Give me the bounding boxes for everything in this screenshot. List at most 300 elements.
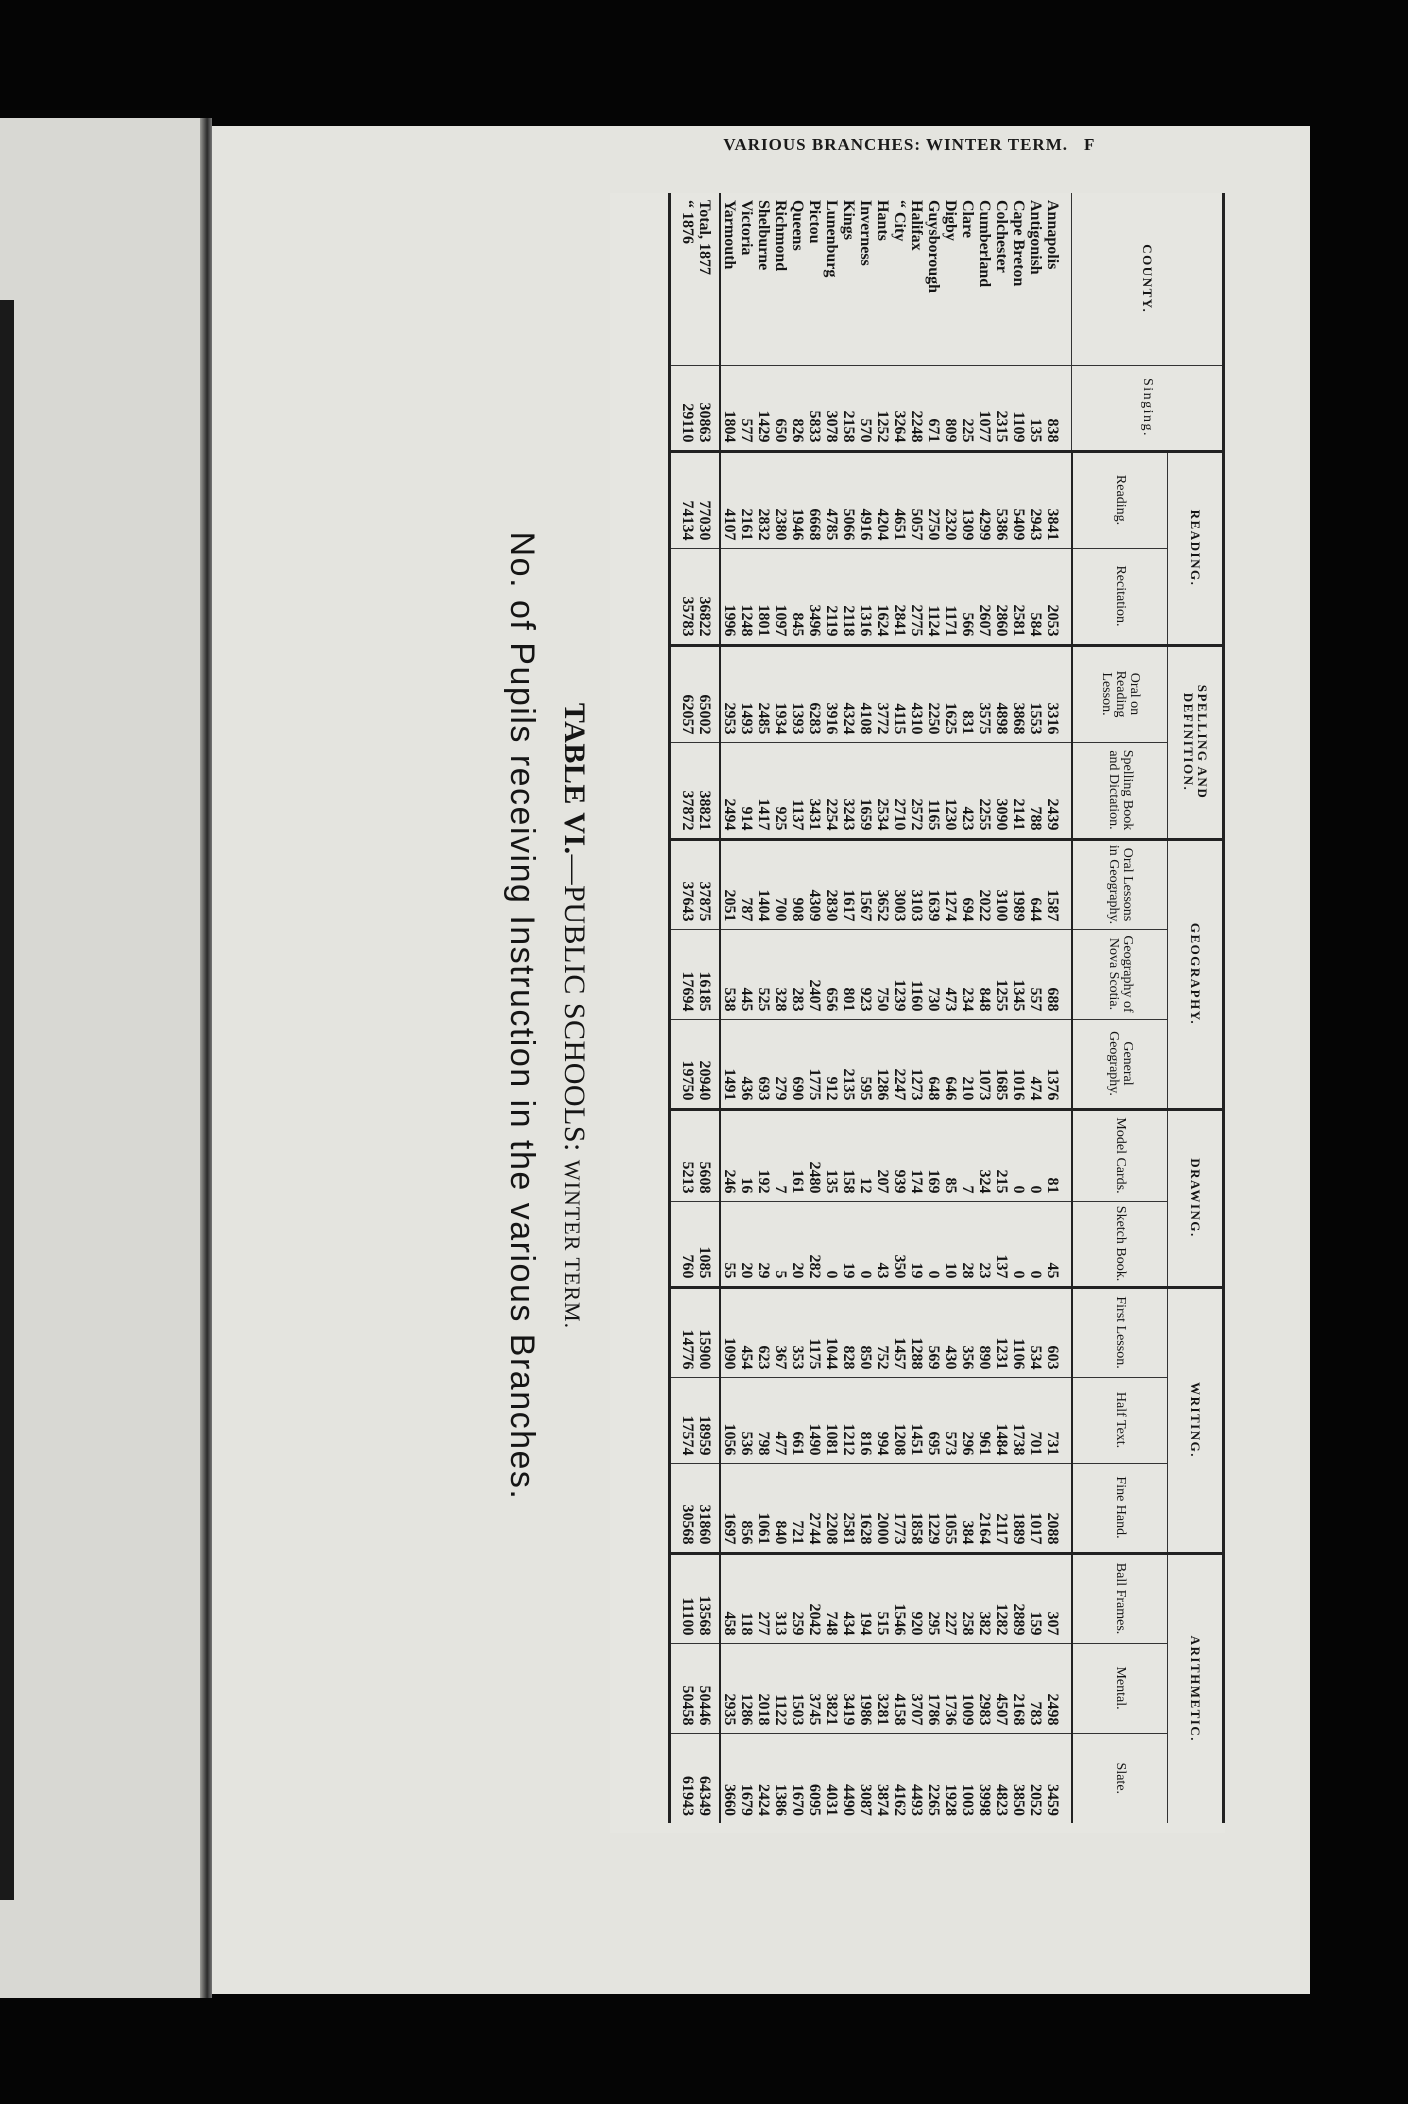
table-cell: 1255	[993, 929, 1010, 1019]
table-cell: 1989	[1010, 839, 1027, 929]
table-cell: 1160	[908, 929, 925, 1019]
table-cell: 14776	[670, 1287, 697, 1377]
table-cell: 1625	[942, 645, 959, 742]
table-row	[1010, 193, 1027, 1823]
table-cell: 1553	[1027, 645, 1044, 742]
table-cell: 914	[738, 742, 755, 839]
table-cell: 2581	[840, 1463, 857, 1553]
table-cell: 695	[925, 1377, 942, 1463]
table-cell: 207	[874, 1109, 891, 1201]
row-label: “ City	[891, 200, 908, 242]
row-label: Pictou	[806, 200, 823, 244]
table-cell: 15900	[696, 1287, 720, 1377]
spelling-book-col-header: Spelling Book and Dictation.	[1072, 742, 1168, 839]
table-cell: 0	[925, 1201, 942, 1287]
table-cell: 1567	[857, 839, 874, 929]
table-cell: 2534	[874, 742, 891, 839]
table-cell: 4115	[891, 645, 908, 742]
table-cell: 809	[942, 365, 959, 451]
table-group-header-row	[1168, 193, 1224, 1823]
table-cell: 1282	[993, 1553, 1010, 1643]
table-cell: 2439	[1044, 742, 1072, 839]
table-cell: 2953	[720, 645, 738, 742]
table-cell: 3874	[874, 1733, 891, 1823]
table-title	[557, 189, 591, 1843]
table-cell: 17574	[670, 1377, 697, 1463]
table-cell: 1996	[720, 548, 738, 645]
table-cell: 159	[1027, 1553, 1044, 1643]
row-label: Annapolis	[1044, 200, 1062, 270]
table-cell: 2141	[1010, 742, 1027, 839]
table-cell: 158	[840, 1109, 857, 1201]
table-cell: 1230	[942, 742, 959, 839]
table-cell: 1738	[1010, 1377, 1027, 1463]
row-label: Cape Breton	[1010, 200, 1027, 287]
table-cell: 6283	[806, 645, 823, 742]
mental-col-header: Mental.	[1072, 1643, 1168, 1733]
table-cell: 1801	[755, 548, 772, 645]
table-cell: 912	[823, 1019, 840, 1109]
table-cell: 3316	[1044, 645, 1072, 742]
table-cell: 1393	[789, 645, 806, 742]
table-cell: 234	[959, 929, 976, 1019]
table-cell: 2164	[976, 1463, 993, 1553]
table-cell: 1484	[993, 1377, 1010, 1463]
arithmetic-group-header: ARITHMETIC.	[1168, 1553, 1224, 1823]
table-cell: 1659	[857, 742, 874, 839]
table-cell: 474	[1027, 1019, 1044, 1109]
table-cell: 1016	[1010, 1019, 1027, 1109]
table-cell: 2118	[840, 548, 857, 645]
table-cell: 1097	[772, 548, 789, 645]
table-cell: 538	[720, 929, 738, 1019]
table-cell: 1624	[874, 548, 891, 645]
table-cell: 4916	[857, 451, 874, 548]
table-cell: 816	[857, 1377, 874, 1463]
table-cell: 1587	[1044, 839, 1072, 929]
table-cell: 644	[1027, 839, 1044, 929]
table-cell: 569	[925, 1287, 942, 1377]
table-cell: 17694	[670, 929, 697, 1019]
table-cell: 4493	[908, 1733, 925, 1823]
table-cell: 4651	[891, 451, 908, 548]
table-title-main: —PUBLIC SCHOOLS:	[558, 854, 591, 1152]
table-cell: 848	[976, 929, 993, 1019]
table-cell: 477	[772, 1377, 789, 1463]
table-cell: 688	[1044, 929, 1072, 1019]
table-cell: 1503	[789, 1643, 806, 1733]
table-cell: 1804	[720, 365, 738, 451]
table-cell: 2000	[874, 1463, 891, 1553]
table-cell: 36822	[696, 548, 720, 645]
table-cell: 2051	[720, 839, 738, 929]
table-cell: 4299	[976, 451, 993, 548]
table-cell: 1491	[720, 1019, 738, 1109]
table-cell: 1889	[1010, 1463, 1027, 1553]
table-cell: 5833	[806, 365, 823, 451]
table-cell: 4310	[908, 645, 925, 742]
table-cell: 1055	[942, 1463, 959, 1553]
singing-header: Singing.	[1072, 365, 1224, 451]
table-cell: 37875	[696, 839, 720, 929]
table-cell: 731	[1044, 1377, 1072, 1463]
table-cell: 603	[1044, 1287, 1072, 1377]
row-label: Shelburne	[755, 200, 772, 271]
reading-group-header: READING.	[1168, 451, 1224, 645]
table-cell: 961	[976, 1377, 993, 1463]
table-row	[1027, 193, 1044, 1823]
table-cell: 0	[1010, 1201, 1027, 1287]
table-row	[755, 193, 772, 1823]
table-cell: 2983	[976, 1643, 993, 1733]
table-cell: 3496	[806, 548, 823, 645]
table-row	[840, 193, 857, 1823]
table-cell: 430	[942, 1287, 959, 1377]
table-cell: 840	[772, 1463, 789, 1553]
table-cell: 3090	[993, 742, 1010, 839]
table-cell: 1056	[720, 1377, 738, 1463]
table-cell: 2424	[755, 1733, 772, 1823]
table-cell: 473	[942, 929, 959, 1019]
table-cell: 2581	[1010, 548, 1027, 645]
row-label: Lunenburg	[823, 200, 840, 278]
table-cell: 1090	[720, 1287, 738, 1377]
table-cell: 3459	[1044, 1733, 1072, 1823]
recitation-col-header: Recitation.	[1072, 548, 1168, 645]
table-cell: 788	[1027, 742, 1044, 839]
table-cell: 20	[738, 1201, 755, 1287]
geography-group-header: GEOGRAPHY.	[1168, 839, 1224, 1109]
table-cell: 838	[1044, 365, 1072, 451]
total-row	[670, 193, 697, 1823]
sketch-book-col-header: Sketch Book.	[1072, 1201, 1168, 1287]
table-cell: 356	[959, 1287, 976, 1377]
total-row	[696, 193, 720, 1823]
table-cell: 4031	[823, 1733, 840, 1823]
table-cell: 908	[789, 839, 806, 929]
spelling-group-header: SPELLING AND DEFINITION.	[1168, 645, 1224, 839]
table-cell: 1109	[1010, 365, 1027, 451]
slate-col-header: Slate.	[1072, 1733, 1168, 1823]
table-cell: 2943	[1027, 451, 1044, 548]
table-cell: 690	[789, 1019, 806, 1109]
table-cell: 3243	[840, 742, 857, 839]
table-cell: 1231	[993, 1287, 1010, 1377]
table-cell: 650	[772, 365, 789, 451]
table-row	[823, 193, 840, 1823]
table-cell: 1171	[942, 548, 959, 645]
table-cell: 4107	[720, 451, 738, 548]
oral-reading-col-header: Oral on Reading Lesson.	[1072, 645, 1168, 742]
table-cell: 5066	[840, 451, 857, 548]
table-cell: 4309	[806, 839, 823, 929]
table-cell: 584	[1027, 548, 1044, 645]
table-cell: 1288	[908, 1287, 925, 1377]
table-cell: 1490	[806, 1377, 823, 1463]
table-title-term: WINTER TERM.	[560, 1159, 585, 1330]
table-cell: 1697	[720, 1463, 738, 1553]
table-cell: 55	[720, 1201, 738, 1287]
table-cell: 434	[840, 1553, 857, 1643]
table-cell: 77030	[696, 451, 720, 548]
table-cell: 296	[959, 1377, 976, 1463]
table-cell: 1003	[959, 1733, 976, 1823]
row-label: Guysborough	[925, 200, 942, 294]
table-cell: 730	[925, 929, 942, 1019]
table-cell: 4507	[993, 1643, 1010, 1733]
table-cell: 1451	[908, 1377, 925, 1463]
table-cell: 38821	[696, 742, 720, 839]
table-cell: 4324	[840, 645, 857, 742]
table-cell: 656	[823, 929, 840, 1019]
table-cell: 4204	[874, 451, 891, 548]
table-row	[908, 193, 925, 1823]
table-cell: 693	[755, 1019, 772, 1109]
table-cell: 701	[1027, 1377, 1044, 1463]
row-label: Kings	[840, 200, 857, 241]
table-cell: 2832	[755, 451, 772, 548]
table-cell: 31860	[696, 1463, 720, 1553]
table-cell: 454	[738, 1287, 755, 1377]
table-cell: 5386	[993, 451, 1010, 548]
table-cell: 1208	[891, 1377, 908, 1463]
table-cell: 694	[959, 839, 976, 929]
table-cell: 925	[772, 742, 789, 839]
table-cell: 525	[755, 929, 772, 1019]
table-cell: 648	[925, 1019, 942, 1109]
table-cell: 2830	[823, 839, 840, 929]
table-cell: 1386	[772, 1733, 789, 1823]
table-cell: 5213	[670, 1109, 697, 1201]
table-cell: 3003	[891, 839, 908, 929]
table-cell: 3916	[823, 645, 840, 742]
table-cell: 137	[993, 1201, 1010, 1287]
table-cell: 2494	[720, 742, 738, 839]
row-label: Queens	[789, 200, 806, 251]
table-cell: 646	[942, 1019, 959, 1109]
table-cell: 2315	[993, 365, 1010, 451]
table-row	[857, 193, 874, 1823]
table-cell: 384	[959, 1463, 976, 1553]
table-cell: 856	[738, 1463, 755, 1553]
oral-geography-col-header: Oral Lessons in Geography.	[1072, 839, 1168, 929]
table-cell: 0	[1010, 1109, 1027, 1201]
table-cell: 1773	[891, 1463, 908, 1553]
table-cell: 3281	[874, 1643, 891, 1733]
table-cell: 2480	[806, 1109, 823, 1201]
facing-page-edge	[0, 118, 212, 1998]
table-cell: 85	[942, 1109, 959, 1201]
table-cell: 118	[738, 1553, 755, 1643]
table-cell: 350	[891, 1201, 908, 1287]
table-cell: 2158	[840, 365, 857, 451]
table-cell: 81	[1044, 1109, 1072, 1201]
table-cell: 920	[908, 1553, 925, 1643]
table-cell: 2119	[823, 548, 840, 645]
table-cell: 30568	[670, 1463, 697, 1553]
table-cell: 1404	[755, 839, 772, 929]
table-cell: 1946	[789, 451, 806, 548]
table-cell: 19750	[670, 1019, 697, 1109]
table-cell: 1137	[789, 742, 806, 839]
table-cell: 328	[772, 929, 789, 1019]
table-cell: 557	[1027, 929, 1044, 1019]
table-cell: 1493	[738, 645, 755, 742]
row-label: Colchester	[993, 200, 1010, 273]
table-cell: 10	[942, 1201, 959, 1287]
table-cell: 1429	[755, 365, 772, 451]
first-lesson-col-header: First Lesson.	[1072, 1287, 1168, 1377]
table-cell: 19	[840, 1201, 857, 1287]
table-cell: 3087	[857, 1733, 874, 1823]
general-geography-col-header: General Geography.	[1072, 1019, 1168, 1109]
table-cell: 7	[772, 1109, 789, 1201]
table-cell: 74134	[670, 451, 697, 548]
table-cell: 850	[857, 1287, 874, 1377]
branches-table	[668, 193, 1225, 1823]
row-label: Hants	[874, 200, 891, 241]
row-label: Cumberland	[976, 200, 993, 288]
table-cell: 3772	[874, 645, 891, 742]
table-cell: 2255	[976, 742, 993, 839]
table-cell: 3100	[993, 839, 1010, 929]
table-cell: 2208	[823, 1463, 840, 1553]
table-cell: 324	[976, 1109, 993, 1201]
table-cell: 5057	[908, 451, 925, 548]
table-cell: 3707	[908, 1643, 925, 1733]
table-cell: 595	[857, 1019, 874, 1109]
table-cell: 566	[959, 548, 976, 645]
table-cell: 826	[789, 365, 806, 451]
table-cell: 12	[857, 1109, 874, 1201]
table-cell: 1239	[891, 929, 908, 1019]
table-cell: 353	[789, 1287, 806, 1377]
table-cell: 279	[772, 1019, 789, 1109]
table-subtitle: No. of Pupils receiving Instruction in the various Branches.	[503, 531, 541, 1501]
row-label: Antigonish	[1027, 200, 1044, 275]
table-cell: 2407	[806, 929, 823, 1019]
writing-group-header: WRITING.	[1168, 1287, 1224, 1553]
table-cell: 661	[789, 1377, 806, 1463]
table-cell: 2053	[1044, 548, 1072, 645]
table-cell: 1617	[840, 839, 857, 929]
table-cell: 748	[823, 1553, 840, 1643]
table-cell: 313	[772, 1553, 789, 1643]
table-cell: 161	[789, 1109, 806, 1201]
table-cell: 1286	[874, 1019, 891, 1109]
row-label: Total, 1877	[696, 193, 720, 365]
table-cell: 37643	[670, 839, 697, 929]
rotated-table-block	[416, 189, 1239, 1843]
row-label: “ 1876	[670, 193, 697, 365]
table-cell: 5409	[1010, 451, 1027, 548]
table-cell: 1546	[891, 1553, 908, 1643]
table-cell: 3078	[823, 365, 840, 451]
table-cell: 2935	[720, 1643, 738, 1733]
table-cell: 2168	[1010, 1643, 1027, 1733]
table-cell: 29110	[670, 365, 697, 451]
table-row	[959, 193, 976, 1823]
table-cell: 6668	[806, 451, 823, 548]
table-cell: 2117	[993, 1463, 1010, 1553]
table-cell: 4158	[891, 1643, 908, 1733]
half-text-col-header: Half Text.	[1072, 1377, 1168, 1463]
table-cell: 423	[959, 742, 976, 839]
table-cell: 4898	[993, 645, 1010, 742]
table-cell: 28	[959, 1201, 976, 1287]
table-cell: 787	[738, 839, 755, 929]
table-cell: 1122	[772, 1643, 789, 1733]
table-row	[993, 193, 1010, 1823]
row-label: Digby	[942, 200, 959, 241]
table-cell: 50446	[696, 1643, 720, 1733]
table-row	[789, 193, 806, 1823]
table-cell: 3652	[874, 839, 891, 929]
table-cell: 1286	[738, 1643, 755, 1733]
table-cell: 1073	[976, 1019, 993, 1109]
table-cell: 828	[840, 1287, 857, 1377]
table-container	[610, 193, 1225, 1833]
table-cell: 2498	[1044, 1643, 1072, 1733]
table-cell: 752	[874, 1287, 891, 1377]
table-cell: 192	[755, 1109, 772, 1201]
table-cell: 4108	[857, 645, 874, 742]
table-cell: 1085	[696, 1201, 720, 1287]
table-body	[670, 193, 1073, 1823]
drawing-group-header: DRAWING.	[1168, 1109, 1224, 1287]
table-cell: 7	[959, 1109, 976, 1201]
table-cell: 1934	[772, 645, 789, 742]
table-cell: 1639	[925, 839, 942, 929]
book-gutter	[200, 118, 212, 1998]
table-row	[942, 193, 959, 1823]
table-cell: 2380	[772, 451, 789, 548]
table-cell: 1457	[891, 1287, 908, 1377]
table-cell: 2607	[976, 548, 993, 645]
table-cell: 1736	[942, 1643, 959, 1733]
table-cell: 2018	[755, 1643, 772, 1733]
table-cell: 1986	[857, 1643, 874, 1733]
row-label: Halifax	[908, 200, 925, 251]
table-cell: 2485	[755, 645, 772, 742]
table-cell: 50458	[670, 1643, 697, 1733]
table-cell: 62057	[670, 645, 697, 742]
table-row	[738, 193, 755, 1823]
table-cell: 283	[789, 929, 806, 1019]
table-number: TABLE VI.	[558, 702, 591, 855]
table-cell: 4162	[891, 1733, 908, 1823]
table-cell: 0	[823, 1201, 840, 1287]
table-cell: 1081	[823, 1377, 840, 1463]
table-cell: 536	[738, 1377, 755, 1463]
table-cell: 1009	[959, 1643, 976, 1733]
table-cell: 3821	[823, 1643, 840, 1733]
table-cell: 1124	[925, 548, 942, 645]
table-cell: 4785	[823, 451, 840, 548]
table-cell: 13568	[696, 1553, 720, 1643]
table-row	[891, 193, 908, 1823]
table-cell: 939	[891, 1109, 908, 1201]
table-cell: 61943	[670, 1733, 697, 1823]
table-cell: 721	[789, 1463, 806, 1553]
table-cell: 4490	[840, 1733, 857, 1823]
table-cell: 382	[976, 1553, 993, 1643]
row-label: Richmond	[772, 200, 789, 272]
table-cell: 45	[1044, 1201, 1072, 1287]
table-row	[772, 193, 789, 1823]
table-cell: 19	[908, 1201, 925, 1287]
table-cell: 798	[755, 1377, 772, 1463]
